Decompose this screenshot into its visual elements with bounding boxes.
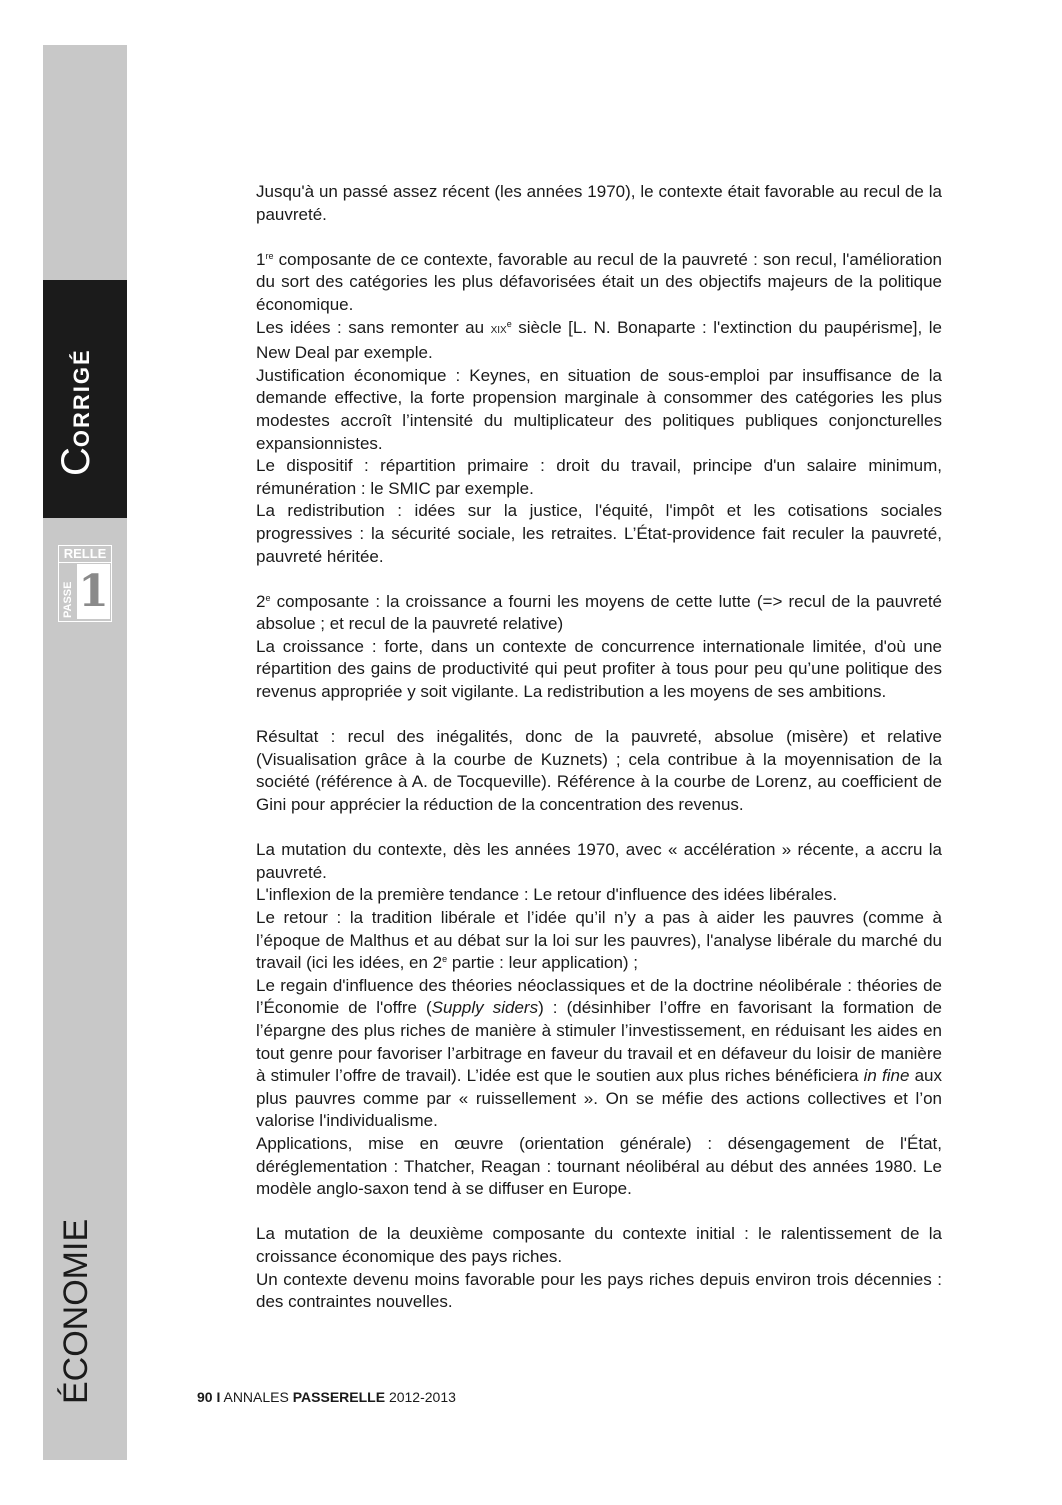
text-run: re <box>265 250 274 261</box>
paragraph: La mutation du contexte, dès les années 1970, avec « accélération » récente, a accru la pauvreté. <box>256 840 942 882</box>
paragraph-gap <box>256 817 942 840</box>
text-run: 2 <box>256 591 266 611</box>
paragraph <box>256 907 942 975</box>
document-body <box>256 181 942 1314</box>
logo-top-text: RELLE <box>59 546 111 563</box>
text-run: composante : la croissance a fourni les moyens de cette lutte (=> recul de la pauvreté absolue ; et recul de la pauvreté relative) <box>256 591 942 634</box>
footer-separator: I <box>216 1389 221 1405</box>
paragraph: Justification économique : Keynes, en situation de sous-emploi par insuffisance de la demande effective, la forte propension marginale à consommer des catégories les plus modestes accroît l’intensité du multiplicateur des politiques publiques conjoncturelles expansionnistes. <box>256 365 942 453</box>
section-label: ÉCONOMIE <box>57 1218 95 1404</box>
text-run: siècle [L. N. Bonaparte : l'extinction du paupérisme], le New Deal par exemple. <box>256 317 942 363</box>
paragraph: Jusqu'à un passé assez récent (les années 1970), le contexte était favorable au recul de la pauvreté. <box>256 182 942 224</box>
text-run: e <box>442 954 448 965</box>
logo-side-text: PASSE <box>62 581 74 618</box>
text-run: XIX <box>490 324 507 336</box>
text-run: partie : leur application) ; <box>447 953 639 973</box>
paragraph-gap <box>256 704 942 727</box>
text-run: aux plus pauvres comme par « ruissellement ». On se méfie des actions collectives et l’on valorise l'individualisme. <box>256 1066 942 1131</box>
footer-years: 2012-2013 <box>388 1389 456 1405</box>
text-run: Supply siders <box>431 998 539 1018</box>
corrige-label <box>56 348 102 476</box>
paragraph <box>256 317 942 365</box>
paragraph: La redistribution : idées sur la justice, l'équité, l'impôt et les cotisations sociales progressives : la sécurité sociale, les retraites. L’État-providence fait reculer la pauvreté, pauvreté héritée. <box>256 501 942 566</box>
paragraph: Un contexte devenu moins favorable pour les pays riches depuis environ trois décennies : des contraintes nouvelles. <box>256 1269 942 1312</box>
paragraph: Le dispositif : répartition primaire : droit du travail, principe d'un salaire minimum, rémunération : le SMIC par exemple. <box>256 456 942 498</box>
paragraph: Résultat : recul des inégalités, donc de la pauvreté, absolue (misère) et relative (Visualisation grâce à la courbe de Kuznets) ; cela contribue à la moyennisation de la société (référence à A. de Tocqueville). Référence à la courbe de Lorenz, au coefficient de Gini pour apprécier la réduction de la concentration des revenus. <box>256 727 942 815</box>
logo-number: 1 <box>78 566 109 617</box>
paragraph: La croissance : forte, dans un contexte de concurrence internationale limitée, d'où une répartition des gains de productivité qui peut profiter à tous pour peu qu’une politique des revenus appropriée y soit vigilante. La redistribution a les moyens de ses ambitions. <box>256 636 942 702</box>
page-number: 90 <box>197 1389 213 1405</box>
paragraph: Applications, mise en œuvre (orientation générale) : désengagement de l'État, déréglementation : Thatcher, Reagan : tournant néolibéral au début des années 1980. Le modèle anglo-saxon tend à se diffuser en Europe. <box>256 1133 942 1199</box>
text-run: ) : (désinhiber l’offre en favorisant la formation de l’épargne des plus riches de manière à stimuler l’investissement, en réduisant les aides en tout genre pour favoriser l’arbitrage en faveur du travail et en défaveur du loisir de manière à stimuler l’offre de travail). L’idée est que le soutien aux plus riches bénéficiera <box>256 998 943 1086</box>
page-footer <box>197 1388 456 1406</box>
text-run: Les idées : sans remonter au <box>256 317 491 337</box>
corrige-rest: ORRIGÉ <box>69 348 94 448</box>
paragraph: La mutation de la deuxième composante du contexte initial : le ralentissement de la croissance économique des pays riches. <box>256 1224 942 1266</box>
text-run: 1 <box>256 249 266 269</box>
paragraph <box>256 591 942 636</box>
paragraph: L'inflexion de la première tendance : Le retour d'influence des idées libérales. <box>256 885 838 905</box>
paragraph-gap <box>256 568 942 591</box>
paragraph-gap <box>256 226 942 249</box>
footer-brand: PASSERELLE <box>292 1389 386 1405</box>
paragraph <box>256 249 942 317</box>
paragraph <box>256 975 942 1133</box>
text-run: Le regain d'influence des théories néoclassiques et de la doctrine néolibérale : théories de l’Économie de l'offre ( <box>256 975 942 1018</box>
corrige-initial: C <box>54 447 98 476</box>
footer-label: ANNALES <box>223 1389 289 1405</box>
text-run: composante de ce contexte, favorable au recul de la pauvreté : son recul, l'amélioration du sort des catégories les plus défavorisées était un des objectifs majeurs de la politique économique. <box>256 249 942 314</box>
passerelle-logo <box>58 545 112 622</box>
text-run: Le retour : la tradition libérale et l’idée qu’il n’y a pas à aider les pauvres (comme à l’époque de Malthus et au débat sur la loi sur les pauvres), l'analyse libérale du marché du travail (ici les idées, en 2 <box>256 908 942 973</box>
text-run: e <box>506 318 512 329</box>
paragraph-gap <box>256 1201 942 1224</box>
text-run: e <box>265 592 271 603</box>
text-run: in fine <box>863 1066 910 1086</box>
